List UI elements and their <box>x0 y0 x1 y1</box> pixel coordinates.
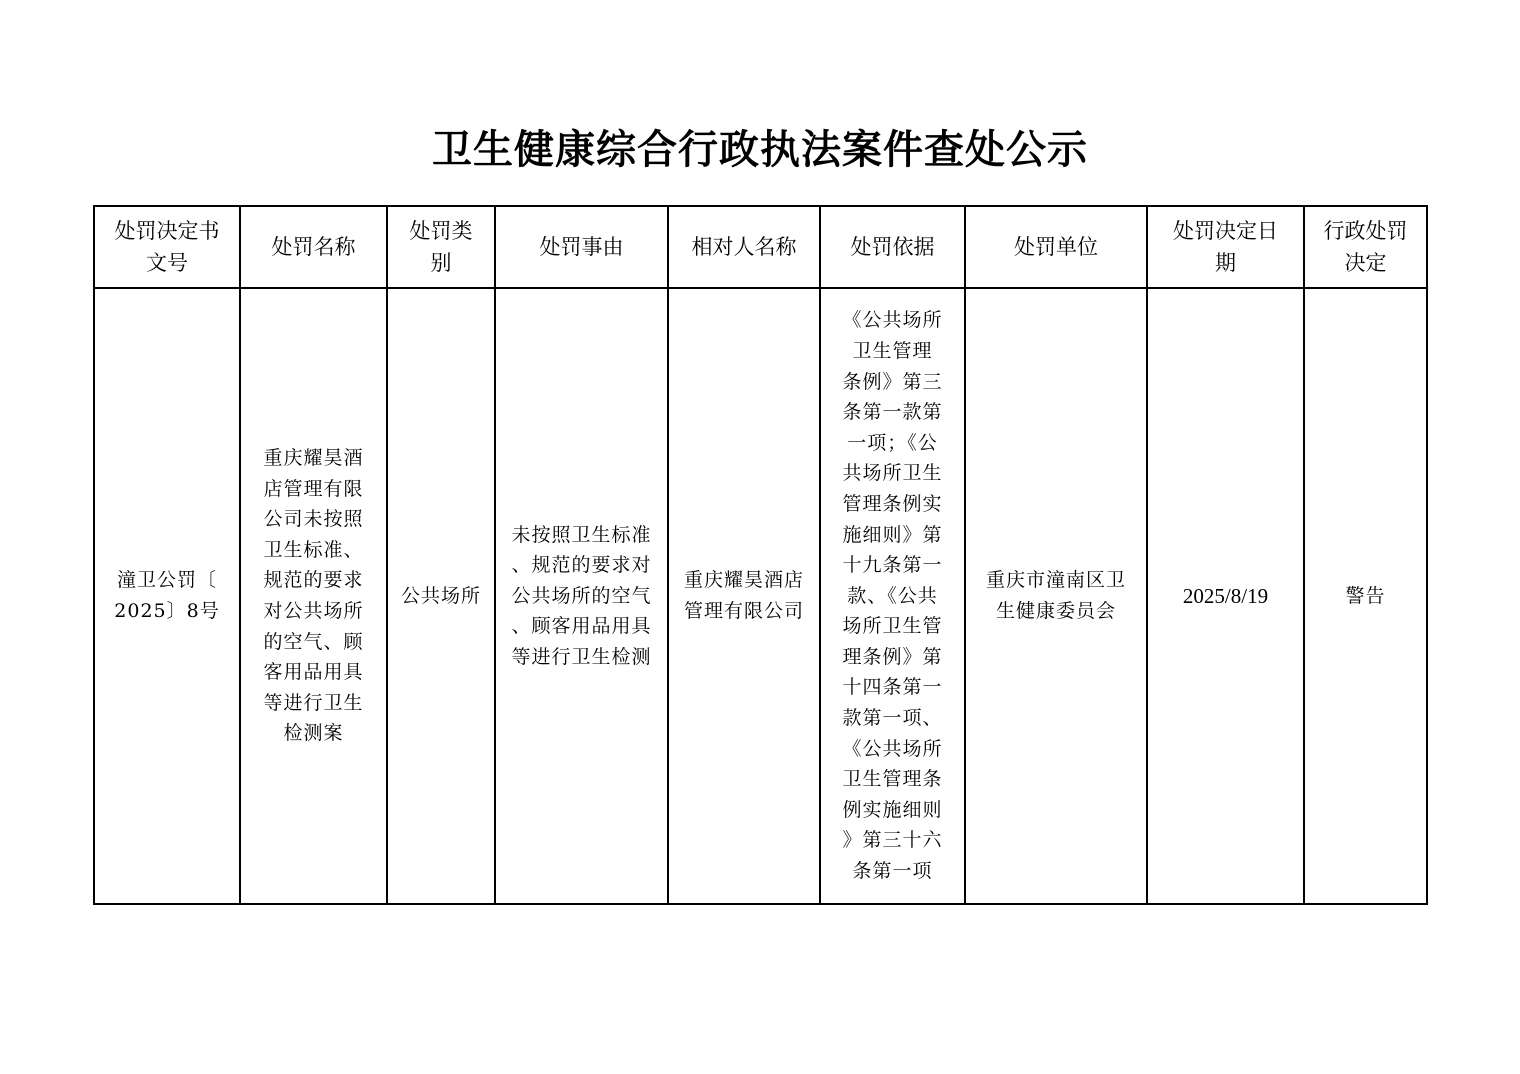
cell-decision: 警告 <box>1304 288 1427 904</box>
header-penalty-type: 处罚类 别 <box>387 206 495 288</box>
header-penalty-reason: 处罚事由 <box>495 206 668 288</box>
header-decision: 行政处罚 决定 <box>1304 206 1427 288</box>
cell-penalty-reason: 未按照卫生标准 、规范的要求对 公共场所的空气 、顾客用品用具 等进行卫生检测 <box>495 288 668 904</box>
header-decision-number: 处罚决定书 文号 <box>94 206 240 288</box>
header-penalty-name: 处罚名称 <box>240 206 387 288</box>
cell-decision-number: 潼卫公罚〔 2025〕8号 <box>94 288 240 904</box>
table-header-row <box>94 206 1427 288</box>
header-party-name: 相对人名称 <box>668 206 820 288</box>
cell-penalty-name: 重庆耀昊酒 店管理有限 公司未按照 卫生标准、 规范的要求 对公共场所 的空气、顾 客用品用具 等进行卫生 检测案 <box>240 288 387 904</box>
page-title: 卫生健康综合行政执法案件查处公示 <box>432 126 1088 173</box>
header-decision-date: 处罚决定日 期 <box>1147 206 1304 288</box>
table-row <box>94 288 1427 904</box>
cell-decision-date: 2025/8/19 <box>1147 288 1304 904</box>
cell-penalty-unit: 重庆市潼南区卫 生健康委员会 <box>965 288 1147 904</box>
cell-penalty-type: 公共场所 <box>387 288 495 904</box>
case-notice-table <box>93 205 1428 905</box>
cell-penalty-basis: 《公共场所 卫生管理 条例》第三 条第一款第 一项；《公 共场所卫生 管理条例实 施细则》第 十九条第一 款、《公共 场所卫生管 理条例》第 十四条第一 款第一项、 《公共场所 卫生管理条 例实施细则 》第三十六 条第一项 <box>820 288 965 904</box>
header-penalty-basis: 处罚依据 <box>820 206 965 288</box>
header-penalty-unit: 处罚单位 <box>965 206 1147 288</box>
cell-party-name: 重庆耀昊酒店 管理有限公司 <box>668 288 820 904</box>
